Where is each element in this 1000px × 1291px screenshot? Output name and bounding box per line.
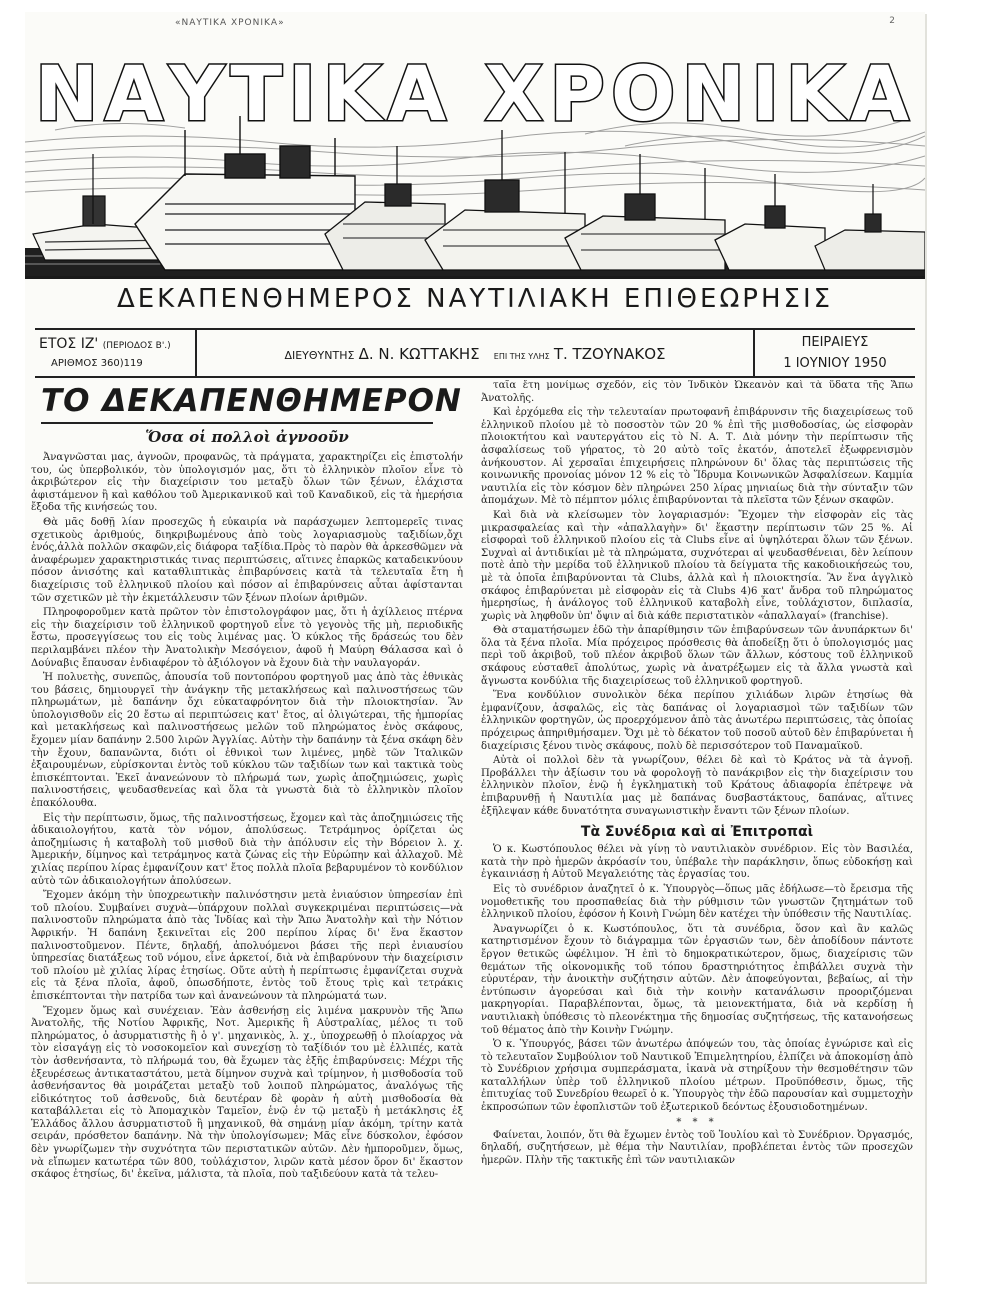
left-column-body	[31, 452, 463, 1182]
city-label: ΠΕΙΡΑΙΕΥΣ	[801, 335, 869, 350]
article-paragraph: ταῖα ἔτη μονίμως σχεδόν, εἰς τὸν Ἰνδικὸν Ὠκεανὸν καὶ τὰ ὕδατα τῆς Ἄπω Ἀνατολῆς.	[481, 380, 913, 404]
place-date-block	[753, 330, 915, 376]
article-paragraph: Πληροφοροῦμεν κατὰ πρῶτον τὸν ἐπιστολογράφον μας, ὅτι ἡ ἀχίλλειος πτέρνα εἰς τὴν διαχείρισιν τοῦ ἑλληνικοῦ φορτηγοῦ εἶνε τὸ γεγονὸς τῆς μὴ, περιοδικῆς ἔστω, προσεγγίσεως του εἰς τοὺς λιμένας μας. Ὁ κύκλος τῆς δράσεώς του δὲν περιλαμβάνει πλέον τὴν Ἀνατολικὴν Μεσόγειον, ἀφοῦ ἡ Μαύρη Θάλασσα καὶ ὁ Δούναβις ἔπαυσαν ἐνδιαφέρον τὸ ἀξιόλογον νὰ ἔχουν διὰ τὴν ναυλαγοράν.	[31, 607, 463, 669]
masthead	[25, 34, 925, 279]
article-paragraph: Ἀναγνῶσται μας, ἀγνοῶν, προφανῶς, τὰ πράγματα, χαρακτηρίζει εἰς ἐπιστολήν του, ὡς ὑπερβολικόν, τὸν ὑπολογισμόν μας, ὅτι τὸ ἑλληνικὸν πλοῖον εἶνε τὸ ἀκριβώτερον εἰς τὴν διαχείρισιν του μεταξὺ ὅλων τῶν ξένων, ἐλάχιστα ἀφιστάμενον ἢ καὶ καθόλου τοῦ Ἀμερικανικοῦ καὶ τοῦ Καναδικοῦ, εἰς τὰ ἡμερήσια ἔξοδα τῆς κινήσεώς του.	[31, 452, 463, 514]
issue-block	[35, 330, 197, 376]
section-title: ΤΟ ΔΕΚΑΠΕΝΘΗΜΕΡΟΝ	[41, 383, 462, 419]
year-label: ΕΤΟΣ ΙΖ'	[39, 336, 99, 352]
article-paragraph: Αὐτὰ οἱ πολλοὶ δὲν τὰ γνωρίζουν, θέλει δὲ καὶ τὸ Κράτος νὰ τὰ ἀγνοῇ. Προβάλλει τὴν ἀξίωσιν του νὰ φορολογῇ τὸ πανάκριβον εἰς τὴν διαχείρισιν του ἑλληνικὸν πλοῖον, ἑνῷ ἡ ἐγκληματικὴ τοῦ Κράτους ἀδιαφορία ἐπέτρεψε νὰ ἐπιβαρυνθῇ ἡ Ναυτιλία μας μὲ δαπάνας δυσβαστάκτους, δαπάνας, αἵτινες ἐξῆλεψαν κάθε δυνατότητα συναγωνιστικὴν ἔναντι τῶν ξένων πλοίων.	[481, 755, 913, 817]
article-paragraph: Θὰ μᾶς δοθῇ λίαν προσεχῶς ἡ εὐκαιρία νὰ παράσχωμεν λεπτομερεῖς τινας σχετικοὺς ἀριθμούς, διηκριβωμένους ἀπὸ τοὺς λογαριασμοὺς ταξιδίων,ὄχι ἑνός,ἀλλὰ πολλῶν σκαφῶν,εἰς διάφορα ταξίδια.Πρὸς τὸ παρὸν θὰ ἀρκεσθῶμεν νὰ ἀναφέρωμεν χαρακτηριστικάς τινας περιπτώσεις, αἵτινες ἐπαρκῶς καταδεικνύουν πόσον ἀνισότης καὶ καταθλιπτικὰς ἐπιβαρύνσεις κατὰ τὰ τελευταῖα ἔτη ἡ διαχείρισις τοῦ ἑλληνικοῦ πλοίου καὶ πόσον αἱ ἐπιβαρύνσεις αὗται ἀφίστανται τῶν σχετικῶν μὲ τὴν ἐκμετάλλευσιν τῶν ξένων πλοίων ἀριθμῶν.	[31, 516, 463, 604]
issue-info-bar	[35, 328, 915, 378]
article-paragraph: Καὶ διὰ νὰ κλείσωμεν τὸν λογαριασμόν: Ἔχομεν τὴν εἰσφορὰν εἰς τὰς μικρασφαλείας καὶ τὴν «ἀπαλλαγὴν» δι' ἕκαστην περίπτωσιν τῶν 25 %. Αἱ εἰσφοραὶ τοῦ ἑλληνικοῦ πλοίου εἰς τὰ Clubs εἶνε αἱ ὑψηλότεραι ὅλων τῶν ξένων. Συχναὶ αἱ ἀντιδικίαι μὲ τὰ πληρώματα, συχνότεραι αἱ ψευδασθένειαι, δὲν λείπουν ποτὲ ἀπὸ τὴν μερίδα τοῦ ἑλληνικοῦ πλοίου τὰ δείγματα τῆς κακοδιοικήσεώς του, μὲ τὰ ὁποῖα ἐπιβαρύνονται τὰ Clubs, ἀλλὰ καὶ ἡ πλοιοκτησία. Ἂν ἕνα ἀγγλικὸ σκάφος ἐπιβαρύνεται μὲ εἰσφορὰν εἰς τὰ Clubs 4)6 κατ' ἄνδρα τοῦ πληρώματος ἡμερησίως, ἡ ἀνάλογος τοῦ ἑλληνικοῦ καταβολὴ εἶνε, τοὐλάχιστον, διπλασία, χωρὶς νὰ ληφθοῦν ὑπ' ὄψιν αἱ διὰ κάθε περιστατικὸν «ἀπαλλαγαί» (franchise).	[481, 509, 913, 622]
section-title-rule	[41, 422, 433, 424]
right-column-body-1	[481, 380, 913, 818]
period-label: (ΠΕΡΙΟΔΟΣ Β'.)	[102, 341, 171, 351]
article-paragraph: Ἀναγνωρίζει ὁ κ. Κωστόπουλος, ὅτι τὰ συνέδρια, ὅσον καὶ ἂν καλῶς κατηρτισμένον ἔχουν τὸ διάγραμμα τῶν ἐργασιῶν των, δὲν ἀποδίδουν πάντοτε ἔργον θετικῶς ὠφέλιμον. Ἡ ἐπὶ τὸ δημοκρατικώτερον, ὅμως, διαχείρισις τῶν θεμάτων τῆς οἰκονομικῆς τοῦ τόπου δραστηριότητος ἐπιβάλλει συχνὰ τὴν εὐρυτέραν, τὴν ἀνοικτὴν συζήτησιν αὐτῶν. Δὲν ἀποφεύγονται, βεβαίως, αἱ τὴν ἐντύπωσιν ἀγορεύσαι καὶ διὰ τὴν κοινὴν κατανάλωσιν προοριζόμεναι μακρηγορίαι. Παραβλέπονται, ὅμως, τὰ μειονεκτήματα, διὰ νὰ κερδίσῃ ἡ ναυτιλιακὴ ὑπόθεσις τὸ πλεονέκτημα τῆς δημοσίας συζητήσεως, τῆς κατανοήσεως τοῦ θέματος ἀπὸ τὴν Κοινὴν Γνώμην.	[481, 923, 913, 1036]
newspaper-page	[25, 12, 925, 1282]
issue-date: 1 ΙΟΥΝΙΟΥ 1950	[783, 356, 887, 371]
director-name: Δ. Ν. ΚΩΤΤΑΚΗΣ	[358, 345, 480, 363]
article-paragraph: Ὁ κ. Ὑπουργός, βάσει τῶν ἀνωτέρω ἀπόψεών του, τὰς ὁποίας ἐγνώρισε καὶ εἰς τὸ τελευταῖον Συμβούλιον τοῦ Ναυτικοῦ Ἐπιμελητηρίου, ἐλπίζει νὰ ἀποκομίσῃ ἀπὸ τὸ Συνέδριον χρήσιμα συμπεράσματα, ἱκανὰ νὰ στηρίξουν τὴν θεσμοθέτησιν τῶν καταλλήλων ὑπὲρ τοῦ ἑλληνικοῦ πλοίου μέτρων. Προϋπόθεσιν, ὅμως, τῆς ἐπιτυχίας τοῦ Συνεδρίου θεωρεῖ ὁ κ. Ὑπουργὸς τὴν ἐδῶ παρουσίαν καὶ συμμετοχὴν ἐκπροσώπων τῶν ἐφοπλιστῶν τοῦ ἐξωτερικοῦ δεόντως ἐξουσιοδοτημένων.	[481, 1039, 913, 1114]
article-paragraph: Φαίνεται, λοιπόν, ὅτι θὰ ἔχωμεν ἐντὸς τοῦ Ἰουλίου καὶ τὸ Συνέδριον. Ὀργασμός, δηλαδή, συζητήσεων, μὲ θέμα τὴν Ναυτιλίαν, προβλέπεται ἐντὸς τῶν προσεχῶν ἡμερῶν. Πλὴν τῆς τακτικῆς ἐπὶ τῶν ναυτιλιακῶν	[481, 1129, 913, 1166]
article-paragraph: Ἡ πολυετὴς, συνεπῶς, ἀπουσία τοῦ ποντοπόρου φορτηγοῦ μας ἀπὸ τὰς ἐθνικὰς του βάσεις, δημιουργεῖ τὴν ἀνάγκην τῆς μετακλήσεως καὶ παλινοστήσεως τῶν πληρωμάτων, μὲ δαπάνην ὄχι εὐκαταφρόνητον διὰ τὴν πλοιοκτησίαν. Ἂν ὑπολογισθοῦν εἰς 20 ἔστω αἱ περιπτώσεις κατ' ἔτος, αἱ ὀλιγώτεραι, τῆς ἡμπορίας καὶ μετακλήσεως καὶ παλινοστήσεως μελῶν τοῦ πληρώματος ἑνὸς σκάφους, ἔχομεν μίαν δαπάνην 2.500 λιρῶν Ἀγγλίας. Αὐτὴν τὴν δαπάνην τὰ ξένα σκάφη δὲν τὴν ἔχουν, δαπανῶντα, διότι οἱ ἐθνικοὶ των λιμένες, μηδὲ τῶν Ἰταλικῶν ἐξαιρουμένων, εὑρίσκονται ἐντὸς τοῦ κύκλου τῶν ταξιδίων των καὶ τακτικὰ τοὺς ἐπισκέπτονται. Ἐκεῖ ἀνανεώνουν τὸ πλήρωμά των, χωρὶς ἀποζημιώσεις, χωρὶς παλινοστήσεις, ψευδασθενείας καὶ ὅλα τὰ γνωστὰ διὰ τὸ ἑλληνικὸν πλοῖον ἐπακόλουθα.	[31, 672, 463, 810]
article-paragraph: Ἔχομεν ἀκόμη τὴν ὑποχρεωτικὴν παλινόστησιν μετὰ ἐνιαύσιον ὑπηρεσίαν ἐπὶ τοῦ πλοίου. Συμβαίνει συχνὰ—ὑπάρχουν πολλαὶ συγκεκριμέναι περιπτώσεις—νὰ παλινοστοῦν πληρώματα ἀπὸ τὰς Ἰνδίας καὶ τὴν Ἄπω Ἀνατολὴν καὶ τὴν Νότιον Ἀφρικήν. Ἡ δαπάνη ξεκινεῖται εἰς 200 περίπου λίρας δι' ἕνα ἕκαστον παλινοστοῦμενον. Πέντε, δηλαδή, ἀπολυόμενοι βάσει τῆς περὶ ἐνιαυσίου ὑπηρεσίας διατάξεως τοῦ νόμου, εἶνε ἀρκετοί, διὰ νὰ ἐπιβαρύνουν τὴν διαχείρισιν τοῦ πλοίου μὲ χιλίας λίρας ἐτησίως. Οὔτε αὐτὴ ἡ περίπτωσις ἐμφανίζεται συχνὰ εἰς τὰ ξένα πλοῖα, ἀφοῦ, ὁπωσδήποτε, ἐντὸς τοῦ ἔτους τρὶς καὶ τετράκις ἐπισκέπτονται τὴν πατρίδα των καὶ ἀνανεώνουν τὰ πληρώματά των.	[31, 890, 463, 1002]
article-paragraph: Καὶ ἐρχόμεθα εἰς τὴν τελευταίαν πρωτοφανῆ ἐπιβάρυνσιν τῆς διαχειρίσεως τοῦ ἑλληνικοῦ πλοίου μὲ τὸ ποσοστὸν τῶν 20 % ἐπὶ τῆς μισθοδοσίας, ὡς εἰσφορὰν πλοιοκτήτου καὶ ναυτεργάτου εἰς τὸ Ν. Α. Τ. Διὰ μόνην τὴν περίπτωσιν τῆς ἀσφαλίσεως τοῦ γήρατος, τὸ 20 αὐτὸ τοῖς ἑκατόν, ἀποτελεῖ ἐξωφρενισμὸν ἀνήκουστον. Αἱ χερσαῖαι ἐπιχειρήσεις πληρώνουν δι' ὅλας τὰς περιπτώσεις τῆς κοινωνικῆς προνοίας μόνον 12 % εἰς τὸ Ἵδρυμα Κοινωνικῶν Ἀσφαλίσεων. Καμμία ναυτιλία εἰς τὸν κόσμον δὲν πληρώνει 250 λίρας μηνιαίως διὰ τὴν σύνταξιν τῶν ἀπομάχων. Μὲ τὸ πέμπτον μόλις ἐπιβαρύνονται τὰ πλεῖστα τῶν ξένων σκαφῶν.	[481, 407, 913, 507]
right-column-body-2	[481, 844, 913, 1114]
article-paragraph: Εἰς τὴν περίπτωσιν, ὅμως, τῆς παλινοστήσεως, ἔχομεν καὶ τὰς ἀποζημιώσεις τῆς ἀδικαιολογήτου, κατὰ τὸν νόμον, ἀπολύσεως. Τετράμηνος ὁρίζεται ὡς ἀποζημίωσις ἡ καταβολὴ τοῦ μισθοῦ διὰ τὴν ἀπόλυσιν εἰς τὴν Βόρειον λ. χ. Ἀμερικήν, δίμηνος καὶ τετράμηνος κατὰ ζώνας εἰς τὴν Εὐρώπην καὶ ἀλλαχοῦ. Μὲ χιλίας περίπου λίρας ἐμφανίζουν κατ' ἔτος πολλὰ πλοῖα βεβαρυμένον τὸ κονδύλιον αὐτὸ τῶν ἀδικαιολογήτων ἀπολύσεων.	[31, 812, 463, 887]
article-paragraph: Ὁ κ. Κωστόπουλος θέλει νὰ γίνῃ τὸ ναυτιλιακὸν συνέδριον. Εἰς τὸν Βασιλέα, κατὰ τὴν πρὸ ἡμερῶν ἀκρόασίν του, ὑπέβαλε τὴν παράκλησιν, ὅπως εὐδοκήσῃ καὶ ἐγκαινιάσῃ ἡ Αὐτοῦ Μεγαλειότης τὰς ἐργασίας του.	[481, 844, 913, 881]
article-heading-2: Τὰ Συνέδρια καὶ αἱ Ἐπιτροπαὶ	[580, 824, 814, 841]
section-separator: * * *	[676, 1116, 718, 1128]
article-paragraph: Θὰ σταματήσωμεν ἐδῶ τὴν ἀπαρίθμησιν τῶν ἐπιβαρύνσεων τῶν ἀνυπάρκτων δι' ὅλα τὰ ξένα πλοῖα. Μία πρόχειρος πρόσθεσις θὰ ἀποδείξῃ ὅτι ὁ ὑπολογισμός μας περὶ τοῦ ἀκριβοῦ, τοῦ πλέον ἀκριβοῦ ὅλων τῶν ἄλλων, κόστους τοῦ ἑλληνικοῦ σκάφους εὐσταθεῖ ἀπολύτως, χωρὶς νὰ ἀνατρέξωμεν εἰς τὰ ἄλλα γνωστὰ καὶ ἄγνωστα κονδύλια τῆς διαχειρίσεως τοῦ ἑλληνικοῦ φορτηγοῦ.	[481, 625, 913, 687]
article-paragraph: Ἔχομεν ὅμως καὶ συνέχειαν. Ἐὰν ἀσθενήσῃ εἰς λιμένα μακρυνὸν τῆς Ἄπω Ἀνατολῆς, τῆς Νοτίου Ἀφρικῆς, Νοτ. Ἀμερικῆς ἢ Αὐστραλίας, μέλος τι τοῦ πληρώματος, ὁ ἀσυρματιστὴς ἢ ὁ γ'. μηχανικὸς, λ. χ., ὑποχρεωθῇ ὁ πλοίαρχος νὰ τὸν εἰσαγάγῃ εἰς τὸ νοσοκομεῖον καὶ συνεχίσῃ τὸ ταξίδιόν του μὲ ἐλλιπές, κατὰ τὸν ἀσθενήσαντα, τὸ πλήρωμά του, θὰ ἔχωμεν τὰς ἑξῆς ἐπιβαρύνσεις: Μέχρι τῆς ἐξευρέσεως ἀντικαταστάτου, μετὰ δίμηνον συχνὰ καὶ τρίμηνον, ἡ μισθοδοσία τοῦ ἀσθενήσαντος θὰ μοιράζεται μεταξὺ τοῦ λοιποῦ πληρώματος, ἀναλόγως τῆς εἰδικότητος τοῦ ἀσθενοῦς, διὰ δευτέραν δὲ φορὰν ἡ αὐτὴ μισθοδοσία θὰ καταβάλλεται εἰς τὸ Ἀπομαχικὸν Ταμεῖον, ἑνῷ ἐν τῷ μεταξὺ ἡ μετάκλησις ἐξ Ἑλλάδος ἄλλου ἀσυρματιστοῦ ἢ μηχανικοῦ, θὰ σημάνῃ μίαν ἀκόμη, τρίτην κατὰ σειράν, πρόσθετον δαπάνην. Νὰ τὴν ὑπολογίσωμεν; Μᾶς εἶνε δύσκολον, ἐφόσον δὲν γνωρίζωμεν τὴν συχνότητα τῶν περιστατικῶν αὐτῶν. Δὲν ἠμποροῦμεν, ὅμως, νὰ εἴπωμεν κατωτέρα τῶν 800, τοὐλάχιστον, λιρῶν κατὰ μέσον ὅρον δι' ἕκαστον σκάφος ἐτησίως, δι' ἐκεῖνα, μάλιστα, τὰ πλοῖα, ποὺ ταξιδεύουν κατὰ τὰ τελευ-	[31, 1005, 463, 1181]
issue-number: ΑΡΙΘΜΟΣ 360)119	[51, 358, 143, 369]
editor-name: Τ. ΤΖΟΥΝΑΚΟΣ	[553, 345, 666, 363]
masthead-subtitle: ΔΕΚΑΠΕΝΘΗΜΕΡΟΣ ΝΑΥΤΙΛΙΑΚΗ ΕΠΙΘΕΩΡΗΣΙΣ	[116, 284, 834, 314]
right-column-body-3	[481, 1130, 913, 1168]
staff-line	[203, 345, 747, 363]
running-header: «ΝΑΥΤΙΚΑ ΧΡΟΝΙΚΑ»	[175, 18, 285, 28]
masthead-title: ΝΑΥΤΙΚΑ ΧΡΟΝΙΚΑ	[34, 49, 916, 138]
article-column-left	[31, 380, 463, 1276]
article-heading-1: Ὅσα οἱ πολλοὶ ἀγνοοῦν	[145, 428, 349, 446]
article-column-right	[481, 380, 913, 1276]
page-number: 2	[889, 16, 895, 26]
article-paragraph: Ἕνα κονδύλιον συνολικὸν δέκα περίπου χιλιάδων λιρῶν ἐτησίως θὰ ἐμφανίζουν, ἀσφαλῶς, εἰς τὰς δαπάνας οἱ λογαριασμοὶ τῶν ταξιδίων τῶν ἑλληνικῶν φορτηγῶν, ὡς προερχόμενον ἀπὸ τὰς ἀνωτέρω περιπτώσεις, τὰς ὁποίας πρόχειρως ἀπηριθμήσαμεν. Ὄχι μὲ τὸ δέκατον τοῦ ποσοῦ αὐτοῦ δὲν ἐπιβαρύνεται ἡ διαχείρισις ξένου τινὸς σκάφους, πολὺ δὲ περισσότερον τοῦ Παναμαϊκοῦ.	[481, 690, 913, 752]
editor-label: ΕΠΙ ΤΗΣ ΥΛΗΣ	[493, 352, 550, 361]
article-paragraph: Εἰς τὸ συνέδριον ἀναζητεῖ ὁ κ. Ὑπουργὸς—ὅπως μᾶς ἐδήλωσε—τὸ ἔρεισμα τῆς νομοθετικῆς του προσπαθείας διὰ τὴν ρύθμισιν τῶν γνωστῶν ζητημάτων τοῦ ἑλληνικοῦ πλοίου, ἐφόσον ἡ Κοινὴ Γνώμη δὲν κατέχει τὴν ὑπόθεσιν τῆς Ναυτιλίας.	[481, 883, 913, 921]
director-label: ΔΙΕΥΘΥΝΤΗΣ	[284, 349, 355, 362]
